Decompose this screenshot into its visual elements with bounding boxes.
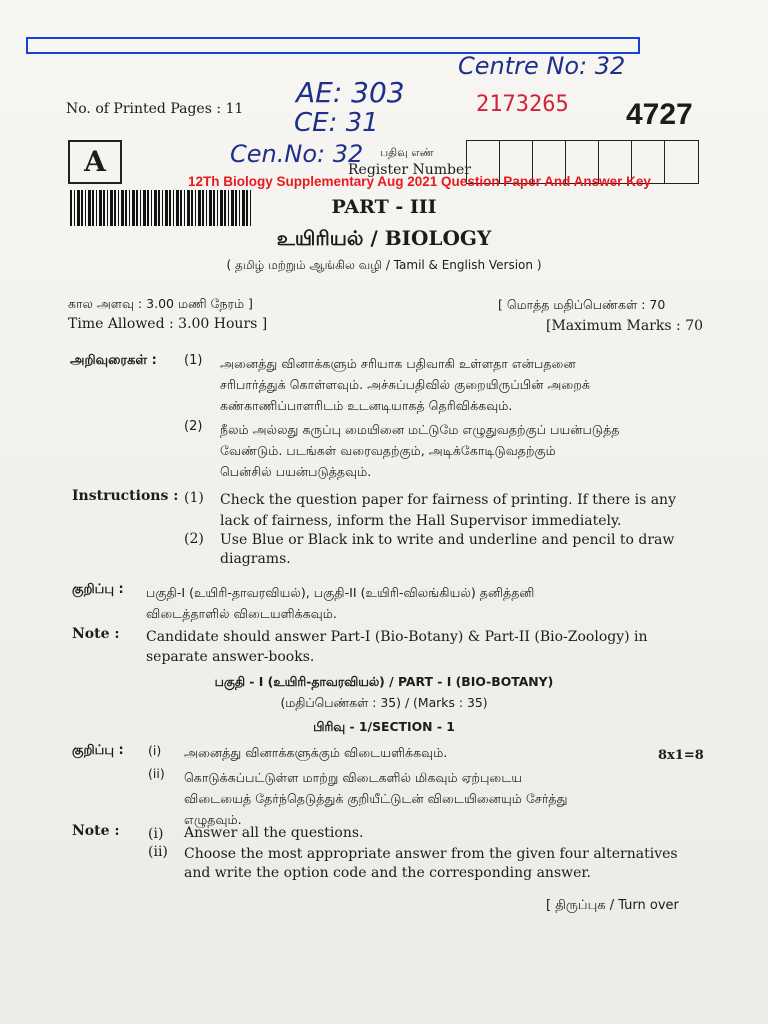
section-note-english-1: Answer all the questions.	[184, 825, 364, 841]
section-heading: பிரிவு - 1/SECTION - 1	[313, 719, 455, 734]
paper-code: 4727	[626, 98, 693, 131]
turn-over: [ திருப்புக / Turn over	[546, 898, 679, 913]
instruction-english-2: Use Blue or Black ink to write and underline and pencil to draw diagrams.	[220, 532, 675, 567]
marks-heading: (மதிப்பெண்கள் : 35) / (Marks : 35)	[280, 695, 488, 710]
part-heading: பகுதி - I (உயிரி-தாவரவியல்) / PART - I (BIO-BOTANY)	[214, 674, 554, 689]
overlay-title: 12Th Biology Supplementary Aug 2021 Question Paper And Answer Key	[188, 174, 651, 189]
series-box: A	[68, 140, 122, 184]
handwritten-centre-no: Centre No: 32	[458, 52, 626, 80]
section-note-number: (ii)	[148, 766, 165, 781]
marks-tamil: [ மொத்த மதிப்பெண்கள் : 70	[498, 297, 666, 312]
instruction-number: (1)	[184, 490, 204, 506]
instruction-number: (2)	[184, 419, 203, 434]
section-note-tamil-1: அனைத்து வினாக்களுக்கும் விடையளிக்கவும்.	[184, 745, 448, 760]
instruction-tamil-2: நீலம் அல்லது கருப்பு மையினை மட்டுமே எழுதுவதற்குப் பயன்படுத்த வேண்டும். படங்கள் வரைவதற்கும், அடிக்கோடிடுவதற்கும் பென்சில் பயன்படுத்தவும்.	[220, 422, 620, 479]
note-tamil: பகுதி-I (உயிரி-தாவரவியல்), பகுதி-II (உயிரி-விலங்கியல்) தனித்தனி விடைத்தாளில் விடையளிக்கவும்.	[146, 585, 535, 621]
section-note-number: (i)	[148, 743, 162, 758]
register-label: Register Number	[348, 162, 471, 178]
instructions-tamil-label: அறிவுரைகள் :	[70, 353, 157, 368]
part-title: PART - III	[331, 196, 437, 218]
handwritten-ae: AE: 303	[296, 76, 405, 109]
section-note-english-2: Choose the most appropriate answer from the given four alternatives and write the option code and the corresponding answer.	[184, 846, 678, 881]
register-box	[665, 141, 698, 183]
time-allowed: Time Allowed : 3.00 Hours ]	[68, 316, 268, 332]
serial-number: 2173265	[476, 92, 569, 117]
maximum-marks: [Maximum Marks : 70	[546, 318, 704, 334]
note-english: Candidate should answer Part-I (Bio-Botany) & Part-II (Bio-Zoology) in separate answer-books.	[146, 629, 648, 665]
section-note-label: Note :	[72, 823, 120, 839]
section-note-tamil-label: குறிப்பு :	[72, 743, 124, 758]
instruction-number: (1)	[184, 353, 203, 368]
instructions-label: Instructions :	[72, 488, 179, 504]
section-note-number: (i)	[148, 826, 164, 842]
medium-line: ( தமிழ் மற்றும் ஆங்கில வழி / Tamil & English Version )	[226, 258, 542, 272]
section-note-number: (ii)	[148, 844, 168, 860]
subject-title: உயிரியல் / BIOLOGY	[276, 226, 492, 250]
note-label: Note :	[72, 626, 120, 642]
instruction-tamil-1: அனைத்து வினாக்களும் சரியாக பதிவாகி உள்ளதா என்பதனை சரிபார்த்துக் கொள்ளவும். அச்சுப்பதிவில் குறையிருப்பின் அறைக் கண்காணிப்பாளரிடம் உடனடியாகத் தெரிவிக்கவும்.	[220, 356, 590, 413]
register-label-tamil: பதிவு எண்	[380, 146, 434, 159]
printed-pages: No. of Printed Pages : 11	[66, 101, 244, 117]
instruction-english-1: Check the question paper for fairness of printing. If there is any lack of fairness, inform the Hall Supervisor immediately.	[220, 492, 676, 529]
handwritten-cen-no: Cen.No: 32	[230, 140, 364, 168]
note-tamil-label: குறிப்பு :	[72, 582, 124, 597]
instruction-number: (2)	[184, 531, 204, 547]
section-score: 8x1=8	[658, 748, 704, 763]
handwritten-ce: CE: 31	[294, 108, 379, 138]
time-tamil: கால அளவு : 3.00 மணி நேரம் ]	[68, 296, 253, 311]
section-note-tamil-2: கொடுக்கப்பட்டுள்ள மாற்று விடைகளில் மிகவும் ஏற்புடைய விடையைத் தேர்ந்தெடுத்துக் குறியீட்டுடன் விடையினையும் சேர்த்து எழுதவும்.	[184, 770, 568, 827]
